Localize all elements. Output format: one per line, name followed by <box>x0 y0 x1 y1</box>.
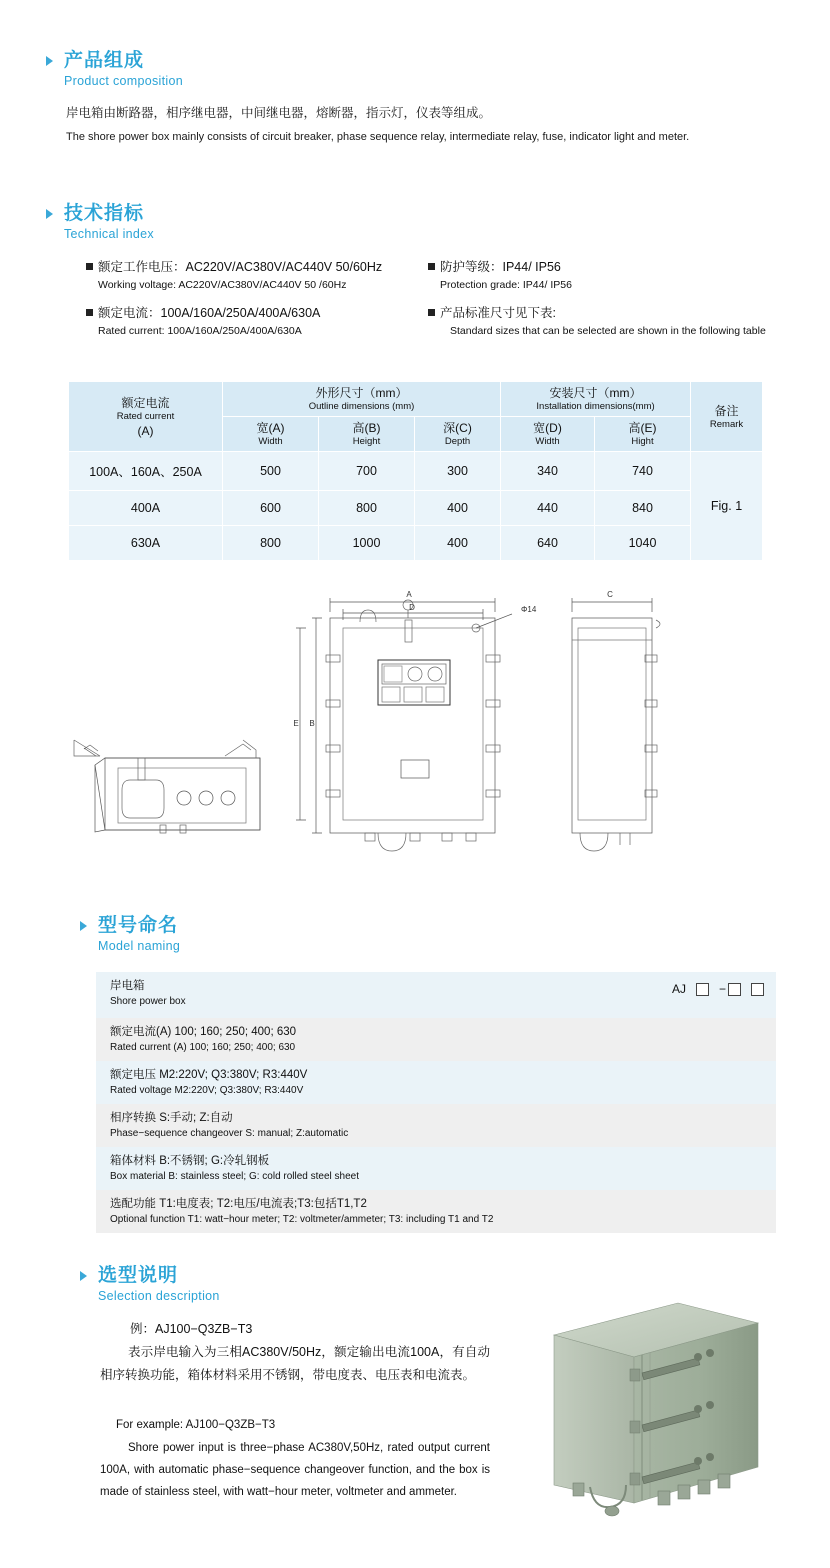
header-rated-current: 额定电流 Rated current (A) <box>69 382 223 452</box>
header-outline-dimensions: 外形尺寸（mm） Outline dimensions (mm) <box>223 382 501 417</box>
header-width-d: 宽(D) Width <box>501 417 595 452</box>
section-title-en: Technical index <box>64 227 154 241</box>
drawing-svg <box>60 580 770 870</box>
drawing-front-view <box>296 598 512 851</box>
triangle-bullet-icon <box>80 1271 87 1281</box>
model-code-prefix: AJ <box>671 982 686 996</box>
section-title-en: Selection description <box>98 1289 220 1303</box>
model-code-box-2[interactable] <box>728 983 741 996</box>
naming-row-cn: 额定电压 M2:220V; Q3:380V; R3:440V <box>110 1069 308 1081</box>
tech-item-cn: 额定电流：100A/160A/250A/400A/630A <box>98 306 321 320</box>
header-height-b: 高(B) Height <box>319 417 415 452</box>
selection-description-en: Shore power input is three−phase AC380V,50Hz, rated output current 100A, with automatic phase−sequence changeover function, and the box is made of stainless steel, with watt−hour meter, voltmeter and ammeter. <box>100 1442 490 1498</box>
naming-row-en: Rated voltage M2:220V; Q3:380V; R3:440V <box>110 1085 304 1096</box>
cell-height-e: 740 <box>595 452 691 491</box>
naming-row-cn: 相序转换 S:手动; Z:自动 <box>110 1112 233 1124</box>
naming-row-cn: 箱体材料 B:不锈钢; G:冷轧钢板 <box>110 1155 270 1167</box>
cell-height-b: 800 <box>319 491 415 526</box>
triangle-bullet-icon <box>46 56 53 66</box>
tech-item-voltage <box>86 258 416 294</box>
product-composition-body-en: The shore power box mainly consists of circuit breaker, phase sequence relay, intermediate relay, fuse, indicator light and meter. <box>66 131 690 143</box>
naming-row-rated-voltage <box>96 1061 776 1104</box>
cell-width-a: 500 <box>223 452 319 491</box>
tech-item-en: Standard sizes that can be selected are shown in the following table <box>450 325 766 337</box>
product-photo-svg <box>530 1295 780 1535</box>
section-selection-heading <box>80 1265 480 1305</box>
cell-current: 630A <box>69 526 223 561</box>
section-technical-index-heading <box>46 203 446 243</box>
tech-item-cn: 额定工作电压：AC220V/AC380V/AC440V 50/60Hz <box>98 260 383 274</box>
tech-item-protection <box>428 258 768 294</box>
tech-item-current <box>86 304 416 340</box>
cell-depth-c: 400 <box>415 491 501 526</box>
cell-current: 400A <box>69 491 223 526</box>
naming-row-en: Rated current (A) 100; 160; 250; 400; 630 <box>110 1042 296 1053</box>
cell-height-e: 840 <box>595 491 691 526</box>
table-row <box>69 491 763 526</box>
cell-width-d: 440 <box>501 491 595 526</box>
model-code-box-1[interactable] <box>696 983 709 996</box>
naming-row-shore-power-box <box>96 972 776 1018</box>
cell-width-a: 600 <box>223 491 319 526</box>
section-title-cn: 产品组成 <box>64 50 145 71</box>
naming-row-cn: 选配功能 T1:电度表; T2:电压/电流表;T3:包括T1,T2 <box>110 1198 367 1210</box>
cell-height-b: 1000 <box>319 526 415 561</box>
header-height-e: 高(E) Hight <box>595 417 691 452</box>
product-composition-body-cn: 岸电箱由断路器，相序继电器，中间继电器，熔断器，指示灯，仪表等组成。 <box>66 106 492 120</box>
naming-row-en: Optional function T1: watt−hour meter; T2: voltmeter/ammeter; T3: including T1 and T2 <box>110 1214 494 1225</box>
selection-example-cn: 例：AJ100−Q3ZB−T3 <box>130 1322 253 1336</box>
dim-label-a: A <box>406 590 412 599</box>
section-title-en: Product composition <box>64 74 183 88</box>
naming-row-en: Phase−sequence changeover S: manual; Z:automatic <box>110 1128 349 1139</box>
section-title-cn: 技术指标 <box>64 203 145 224</box>
square-bullet-icon <box>428 263 435 270</box>
naming-row-rated-current <box>96 1018 776 1061</box>
section-title-cn: 型号命名 <box>98 915 179 936</box>
header-width-a: 宽(A) Width <box>223 417 319 452</box>
drawing-top-view <box>74 740 260 833</box>
model-code-row <box>672 982 764 996</box>
cell-depth-c: 300 <box>415 452 501 491</box>
section-product-composition-heading <box>46 50 446 90</box>
box-left-face <box>554 1335 634 1503</box>
naming-row-en: Shore power box <box>110 996 186 1007</box>
table-row <box>69 452 763 491</box>
bottom-socket <box>605 1506 619 1516</box>
header-installation-dimensions: 安装尺寸（mm） Installation dimensions(mm) <box>501 382 691 417</box>
tech-item-en: Protection grade: IP44/ IP56 <box>440 279 572 291</box>
model-code-dash: − <box>718 982 726 996</box>
section-model-naming-heading <box>80 915 480 955</box>
model-code-box-3[interactable] <box>751 983 764 996</box>
cell-remark: Fig. 1 <box>691 452 763 561</box>
cell-height-e: 1040 <box>595 526 691 561</box>
cell-current: 100A、160A、250A <box>69 452 223 491</box>
section-title-en: Model naming <box>98 939 181 953</box>
selection-example-en: For example: AJ100−Q3ZB−T3 <box>116 1419 276 1431</box>
model-naming-table <box>96 972 776 1233</box>
tech-item-en: Rated current: 100A/160A/250A/400A/630A <box>98 325 302 337</box>
naming-row-phase-sequence <box>96 1104 776 1147</box>
cell-width-d: 640 <box>501 526 595 561</box>
tech-item-en: Working voltage: AC220V/AC380V/AC440V 50 /60Hz <box>98 279 347 291</box>
tech-item-cn: 产品标准尺寸见下表: <box>440 306 556 320</box>
dim-label-e: E <box>293 719 299 728</box>
section-title-cn: 选型说明 <box>98 1265 179 1286</box>
naming-row-cn: 岸电箱 <box>110 980 145 992</box>
cell-width-d: 340 <box>501 452 595 491</box>
dim-label-b: B <box>309 719 315 728</box>
cell-height-b: 700 <box>319 452 415 491</box>
spec-table <box>68 381 763 561</box>
spec-table-header-row-1 <box>69 382 763 417</box>
header-remark: 备注 Remark <box>691 382 763 452</box>
naming-row-optional-function <box>96 1190 776 1233</box>
dim-label-phi14: Φ14 <box>521 605 537 614</box>
dim-label-d: D <box>409 603 415 612</box>
table-row <box>69 526 763 561</box>
product-photo <box>530 1295 780 1535</box>
triangle-bullet-icon <box>80 921 87 931</box>
dim-label-c: C <box>607 590 613 599</box>
square-bullet-icon <box>428 309 435 316</box>
tech-item-sizes <box>428 304 773 340</box>
selection-description-cn: 表示岸电输入为三相AC380V/50Hz，额定输出电流100A，有自动相序转换功能，箱体材料采用不锈钢，带电度表、电压表和电流表。 <box>100 1345 490 1382</box>
naming-row-en: Box material B: stainless steel; G: cold rolled steel sheet <box>110 1171 360 1182</box>
square-bullet-icon <box>86 309 93 316</box>
header-depth-c: 深(C) Depth <box>415 417 501 452</box>
naming-row-cn: 额定电流(A) 100; 160; 250; 400; 630 <box>110 1026 297 1038</box>
tech-item-cn: 防护等级：IP44/ IP56 <box>440 260 561 274</box>
triangle-bullet-icon <box>46 209 53 219</box>
cell-width-a: 800 <box>223 526 319 561</box>
naming-row-box-material <box>96 1147 776 1190</box>
technical-drawing <box>60 580 770 870</box>
cell-depth-c: 400 <box>415 526 501 561</box>
drawing-side-view <box>572 598 660 851</box>
square-bullet-icon <box>86 263 93 270</box>
